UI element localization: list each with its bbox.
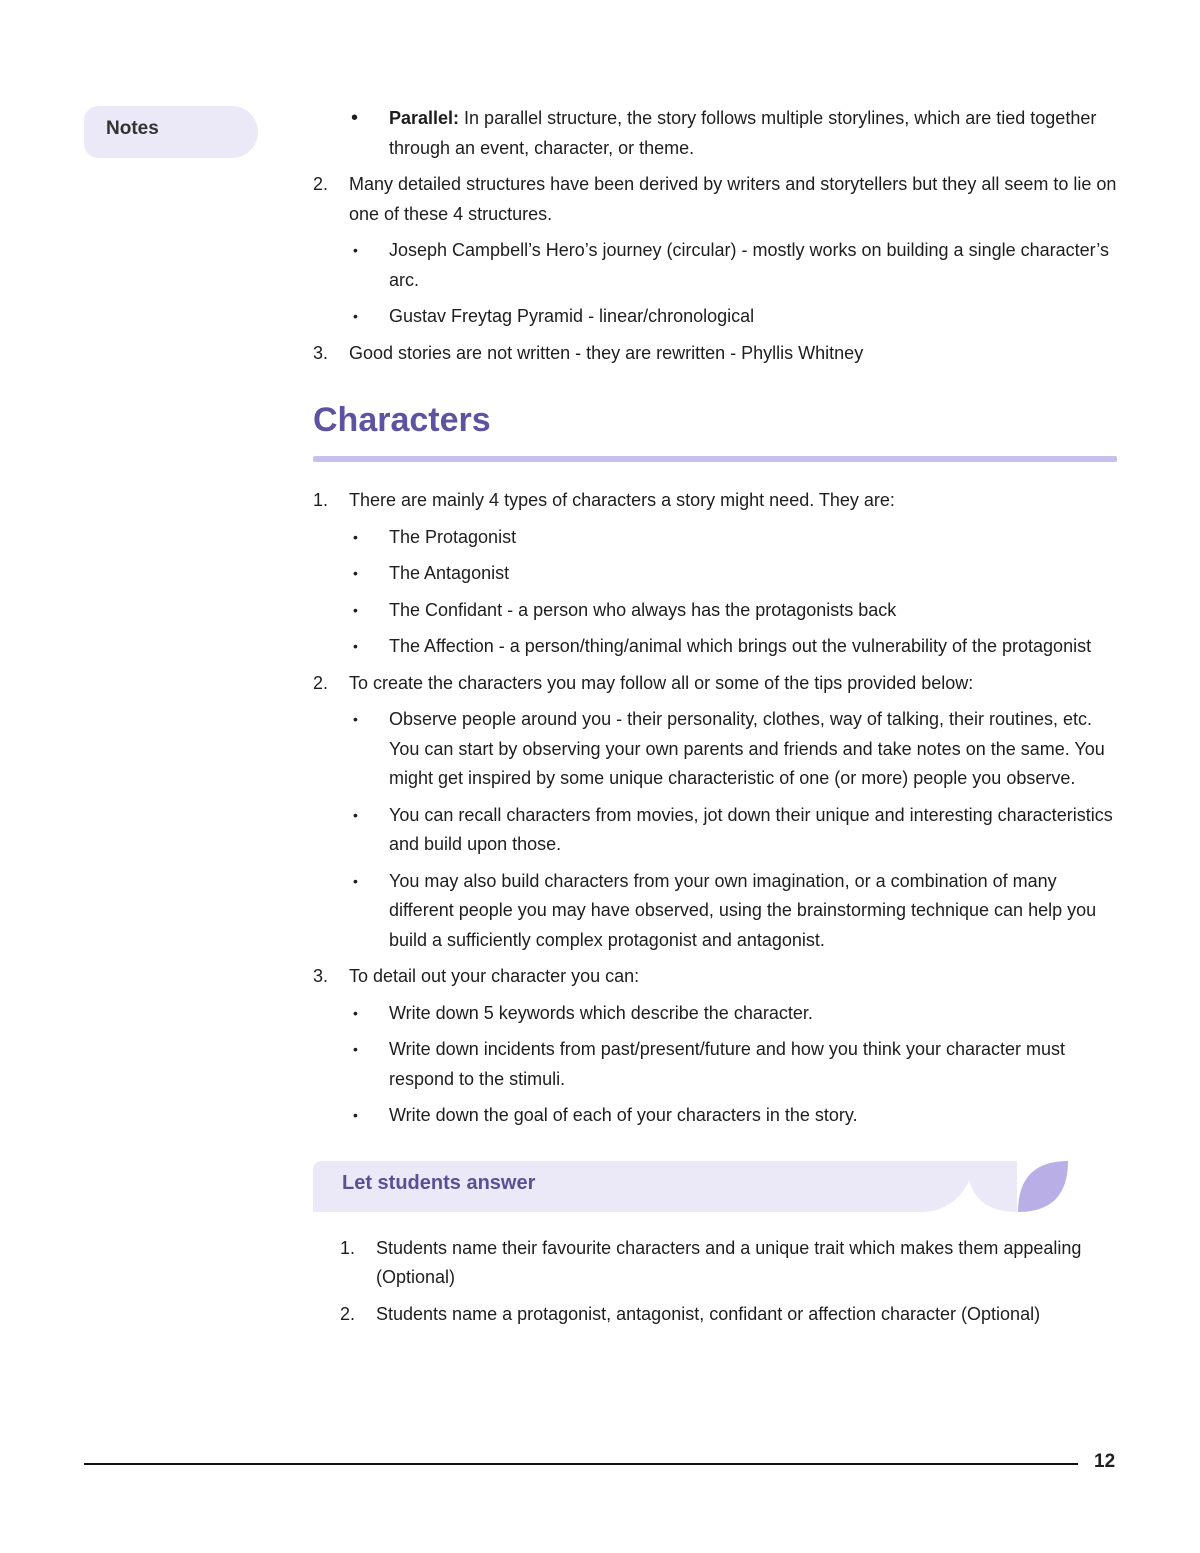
list-text: To detail out your character you can: bbox=[349, 966, 640, 986]
bullet-text: Write down 5 keywords which describe the character. bbox=[389, 1002, 813, 1023]
bullet-text: Write down incidents from past/present/future and how you think your character must respond to the stimuli. bbox=[389, 1039, 1065, 1089]
list-text: Students name their favourite characters and a unique trait which makes them appealing (Optional) bbox=[376, 1237, 1082, 1287]
list-text: Students name a protagonist, antagonist, confidant or affection character (Optional) bbox=[376, 1303, 1041, 1324]
footer-divider bbox=[84, 1463, 1078, 1465]
answer-callout bbox=[313, 1161, 1117, 1212]
list-text: There are mainly 4 types of characters a story might need. They are: bbox=[349, 490, 895, 510]
bullet-text: The Confidant - a person who always has the protagonists back bbox=[389, 599, 897, 620]
list-item bbox=[313, 669, 1117, 699]
bullet-icon: • bbox=[351, 107, 359, 129]
bullet-item bbox=[313, 1101, 1117, 1131]
bullet-icon: • bbox=[353, 601, 358, 618]
parallel-bullet bbox=[313, 104, 1117, 163]
list-item bbox=[313, 962, 1117, 992]
list-number: 2. bbox=[340, 1303, 356, 1324]
bullet-item bbox=[313, 1035, 1117, 1094]
bullet-text: The Antagonist bbox=[389, 563, 510, 583]
list-number: 1. bbox=[340, 1237, 356, 1258]
list-number: 2. bbox=[313, 174, 329, 194]
bullet-item bbox=[313, 596, 1117, 626]
parallel-text: In parallel structure, the story follows multiple storylines, which are tied together through an event, character, or theme. bbox=[389, 108, 1097, 158]
list-number: 2. bbox=[313, 672, 329, 693]
list-item bbox=[313, 486, 1117, 516]
list-item bbox=[340, 1300, 1117, 1330]
bullet-item bbox=[313, 302, 1117, 332]
leaf-decoration-icon bbox=[965, 1161, 1075, 1212]
bullet-icon: • bbox=[353, 638, 358, 654]
bullet-item bbox=[313, 523, 1117, 553]
notes-tab: Notes bbox=[84, 106, 258, 158]
answer-list bbox=[313, 1234, 1117, 1330]
bullet-text: You can recall characters from movies, jot down their unique and interesting characteristics and build upon those. bbox=[389, 804, 1113, 854]
bullet-text: You may also build characters from your own imagination, or a combination of many different people you may have observed, using the brainstorming technique can help you build a sufficiently complex protagonist and antagonist. bbox=[389, 870, 1097, 950]
main-content bbox=[313, 104, 1117, 1336]
list-item bbox=[313, 170, 1117, 229]
bullet-icon: • bbox=[353, 806, 358, 823]
bullet-text: Observe people around you - their personality, clothes, way of talking, their routines, etc. You can start by observing your own parents and friends and take notes on the same. You might get inspired by some unique characteristic of one (or more) people you observe. bbox=[389, 709, 1105, 788]
bullet-icon: • bbox=[353, 872, 358, 889]
bullet-icon: • bbox=[353, 528, 358, 545]
bullet-icon: • bbox=[353, 1107, 358, 1123]
bullet-text: The Affection - a person/thing/animal which brings out the vulnerability of the protagonist bbox=[389, 636, 1092, 656]
answer-title: Let students answer bbox=[313, 1161, 973, 1212]
bullet-item bbox=[313, 236, 1117, 295]
bullet-icon: • bbox=[353, 242, 358, 258]
bullet-icon: • bbox=[353, 1041, 358, 1057]
list-number: 3. bbox=[313, 342, 329, 363]
bullet-icon: • bbox=[353, 711, 358, 727]
heading-underline bbox=[313, 456, 1117, 462]
list-number: 1. bbox=[313, 490, 329, 510]
page-number: 12 bbox=[1094, 1451, 1116, 1472]
list-number: 3. bbox=[313, 966, 329, 986]
bullet-item bbox=[313, 632, 1117, 662]
parallel-label: Parallel: bbox=[389, 108, 460, 128]
bullet-text: The Protagonist bbox=[389, 526, 517, 547]
bullet-item bbox=[313, 867, 1117, 956]
bullet-icon: • bbox=[353, 565, 358, 581]
bullet-text: Gustav Freytag Pyramid - linear/chronological bbox=[389, 306, 755, 326]
list-item bbox=[340, 1234, 1117, 1293]
list-text: Good stories are not written - they are rewritten - Phyllis Whitney bbox=[349, 342, 864, 363]
bullet-icon: • bbox=[353, 1004, 358, 1021]
section-heading: Characters bbox=[313, 401, 491, 439]
bullet-text: Joseph Campbell’s Hero’s journey (circular) - mostly works on building a single character’s arc. bbox=[389, 240, 1109, 290]
list-text: To create the characters you may follow all or some of the tips provided below: bbox=[349, 672, 974, 693]
bullet-item bbox=[313, 705, 1117, 794]
bullet-item bbox=[313, 801, 1117, 860]
list-item bbox=[313, 339, 1117, 369]
bullet-item bbox=[313, 559, 1117, 589]
bullet-text: Write down the goal of each of your characters in the story. bbox=[389, 1105, 858, 1125]
bullet-icon: • bbox=[353, 308, 358, 324]
bullet-item bbox=[313, 999, 1117, 1029]
list-text: Many detailed structures have been derived by writers and storytellers but they all seem to lie on one of these 4 structures. bbox=[349, 174, 1117, 224]
